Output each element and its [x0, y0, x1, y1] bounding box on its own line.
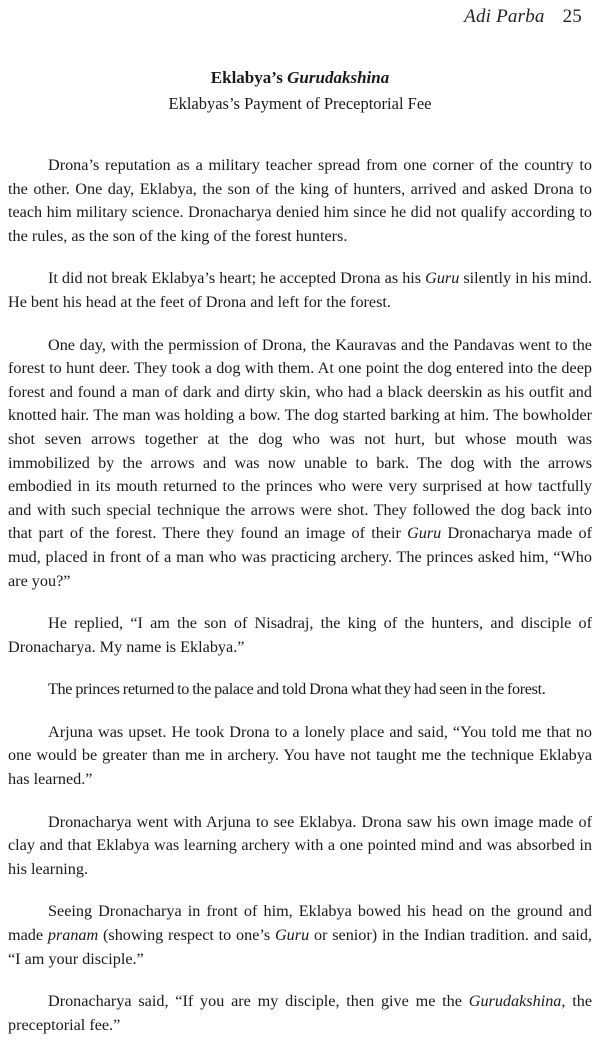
paragraph-5: The princes returned to the palace and told Drona what they had seen in the forest. — [48, 680, 546, 699]
paragraph-8 — [8, 900, 592, 971]
body-text — [8, 154, 592, 1056]
paragraph-7: Dronacharya went with Arjuna to see Eklabya. Drona saw his own image made of clay and that Eklabya was learning archery with a one pointed mind and was absorbed in his learning. — [8, 812, 592, 878]
paragraph-8-text-a: Seeing Dronacharya in front of him, Eklabya bowed his head on the ground and made — [8, 902, 592, 945]
paragraph-9-text-a: Dronacharya said, “If you are my disciple, then give me the — [48, 992, 469, 1011]
chapter-title — [0, 68, 600, 88]
paragraph-8-text-b: (showing respect to one’s — [98, 926, 275, 945]
paragraph-9 — [8, 990, 592, 1037]
paragraph-6: Arjuna was upset. He took Drona to a lonely place and said, “You told me that no one would be greater than me in archery. You have not taught me the technique Eklabya has learned.” — [8, 722, 592, 789]
paragraph-3 — [8, 334, 592, 594]
paragraph-8-guru: Guru — [274, 926, 310, 945]
paragraph-1: Drona’s reputation as a military teacher spread from one corner of the country to the other. One day, Eklabya, the son of the king of hunters, arrived and asked Drona to teach him military science. Dronacharya denied him since he did not qualify according to the rules, as the son of the king of the forest hunters. — [8, 156, 592, 245]
paragraph-9-gurudakshina: Gurudakshina — [468, 992, 562, 1011]
chapter-title-italic: Gurudakshina — [287, 68, 390, 87]
section-title: Adi Parba — [464, 6, 545, 27]
paragraph-2 — [8, 267, 592, 314]
paragraph-8-pranam: pranam — [47, 926, 99, 945]
running-header — [464, 6, 582, 28]
paragraph-3-guru: Guru — [407, 524, 442, 543]
chapter-title-plain: Eklabya’s — [210, 68, 288, 87]
paragraph-9-text-b: , the preceptorial fee.” — [8, 992, 592, 1034]
paragraph-3-text-a: One day, with the permission of Drona, the Kauravas and the Pandavas went to the forest to hunt deer. They took a dog with them. At one point the dog entered into the deep forest and found a man of dark and dirty skin, who had a black deerskin as his outfit and knotted hair. The man was holding a bow. The dog started barking at him. The bowholder shot seven arrows together at the dog who was not hurt, but whose mouth was immobilized by the arrows and was now unable to bark. The dog with the arrows embodied in its mouth returned to the princes who were very surprised at how tactfully and with such special technique the arrows were shot. They followed the dog back into that part of the forest. There they found an image of their — [8, 335, 592, 543]
paragraph-4: He replied, “I am the son of Nisadraj, the king of the hunters, and disciple of Dronacharya. My name is Eklabya.” — [8, 614, 592, 656]
paragraph-2-guru: Guru — [425, 269, 460, 288]
paragraph-8-text-c: or senior) in the Indian tradition. and said, “I am your disciple.” — [8, 926, 592, 968]
paragraph-2-text-b: silently in his mind. He bent his head at the feet of Drona and left for the forest. — [8, 269, 592, 311]
page-number: 25 — [562, 6, 582, 27]
paragraph-2-text-a: It did not break Eklabya’s heart; he accepted Drona as his — [48, 269, 426, 288]
paragraph-3-text-b: Dronacharya made of mud, placed in front of a man who was practicing archery. The princes asked him, “Who are you?” — [8, 524, 593, 590]
chapter-subtitle: Eklabyas’s Payment of Preceptorial Fee — [168, 94, 432, 113]
